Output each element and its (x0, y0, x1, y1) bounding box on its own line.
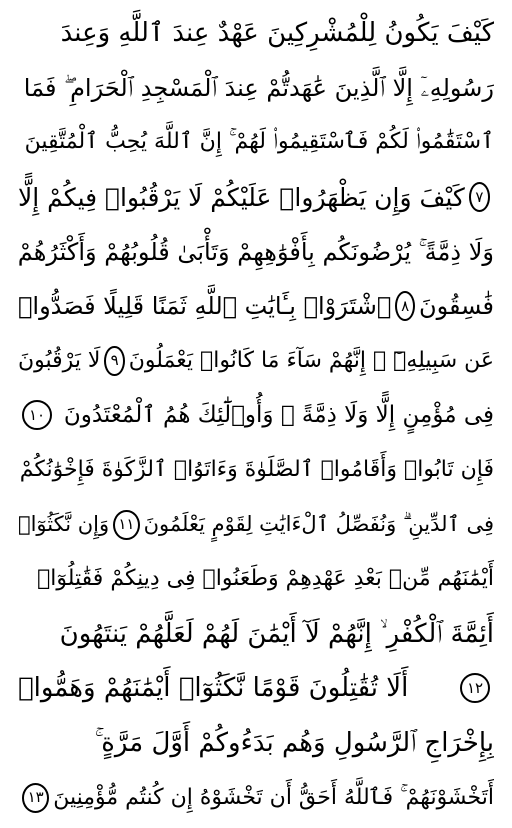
ayah-number-marker: ٩ (104, 346, 124, 376)
verse-text: بِإِخْرَاجِ ٱلرَّسُولِ وَهُم بَدَءُوكُمْ أَوَّلَ مَرَّةٍ ۚ (94, 728, 494, 759)
verse-line (18, 607, 494, 662)
verse-text: فَٰسِقُونَ (418, 292, 494, 321)
verse-line (18, 170, 494, 225)
verse-text: وَلَا ذِمَّةً ۚ يُرْضُونَكُم بِأَفْوَٰهِهِمْ وَتَأْبَىٰ قُلُوبُهُمْ وَأَكْثَرُهُمْ (18, 237, 494, 266)
ayah-number-marker: ١٠ (22, 400, 52, 430)
verse-line (18, 61, 494, 116)
verse-text: كَيْفَ يَكُونُ لِلْمُشْرِكِينَ عَهْدٌ عِندَ ٱللَّهِ وَعِندَ (60, 18, 494, 49)
verse-line (18, 497, 494, 552)
ayah-number-marker: ٨ (395, 291, 415, 321)
verse-text: رَسُولِهِۦٓ إِلَّا ٱلَّذِينَ عَٰهَدتُّمْ عِندَ ٱلْمَسْجِدِ ٱلْحَرَامِ ۖ فَمَا (23, 73, 494, 102)
verse-text: وَإِن نَّكَثُوٓا۟ (18, 512, 110, 537)
verse-line (18, 334, 494, 389)
verse-line (18, 552, 494, 607)
verse-line (18, 115, 494, 170)
verse-text: كَيْفَ وَإِن يَظْهَرُوا۟ عَلَيْكُمْ لَا يَرْقُبُوا۟ فِيكُمْ إِلًّا (18, 182, 465, 212)
verse-text: أَتَخْشَوْنَهُمْ ۚ فَٱللَّهُ أَحَقُّ أَن تَخْشَوْهُ إِن كُنتُم مُّؤْمِنِينَ (53, 784, 494, 810)
verse-text: ٱشْتَرَوْا۟ بِـَٔايَٰتِ ٱللَّهِ ثَمَنًا قَلِيلًا فَصَدُّوا۟ (18, 292, 392, 321)
verse-line (18, 224, 494, 279)
verse-text: أَيْمَٰنَهُم مِّنۢ بَعْدِ عَهْدِهِمْ وَطَعَنُوا۟ فِى دِينِكُمْ فَقَٰتِلُوٓا۟ (37, 566, 494, 592)
verse-line (18, 661, 494, 716)
verse-line (18, 716, 494, 771)
verse-line (18, 388, 494, 443)
verse-line (18, 770, 494, 825)
ayah-number-marker: ١١ (113, 510, 139, 540)
verse-text: لَا يَرْقُبُونَ (18, 347, 101, 373)
verse-text: فِى مُؤْمِنٍ إِلًّا وَلَا ذِمَّةً ۚ وَأُو۟لَٰٓئِكَ هُمُ ٱلْمُعْتَدُونَ (63, 401, 494, 428)
verse-line (18, 6, 494, 61)
verse-text: أَئِمَّةَ ٱلْكُفْرِ ۙ إِنَّهُمْ لَآ أَيْمَٰنَ لَهُمْ لَعَلَّهُمْ يَنتَهُونَ (59, 618, 494, 649)
verse-text: فِى ٱلدِّينِ ۗ وَنُفَصِّلُ ٱلْءَايَٰتِ لِقَوْمٍ يَعْلَمُونَ (143, 512, 494, 537)
ayah-number-marker: ٧ (469, 182, 490, 212)
verse-text: عَن سَبِيلِهِۦٓ ۚ إِنَّهُمْ سَآءَ مَا كَانُوا۟ يَعْمَلُونَ (128, 347, 494, 373)
verse-line (18, 443, 494, 498)
verse-text: فَإِن تَابُوا۟ وَأَقَامُوا۟ ٱلصَّلَوٰةَ وَءَاتَوُا۟ ٱلزَّكَوٰةَ فَإِخْوَٰنُكُمْ (19, 457, 494, 483)
verse-line (18, 279, 494, 334)
ayah-number-marker: ١٣ (22, 783, 49, 813)
verse-text: أَلَا تُقَٰتِلُونَ قَوْمًا نَّكَثُوٓا۟ أَيْمَٰنَهُمْ وَهَمُّوا۟ (18, 673, 409, 704)
ayah-number-marker: ١٢ (460, 673, 490, 703)
verse-text: ٱسْتَقَٰمُوا۟ لَكُمْ فَٱسْتَقِيمُوا۟ لَهُمْ ۚ إِنَّ ٱللَّهَ يُحِبُّ ٱلْمُتَّقِينَ (24, 129, 494, 155)
